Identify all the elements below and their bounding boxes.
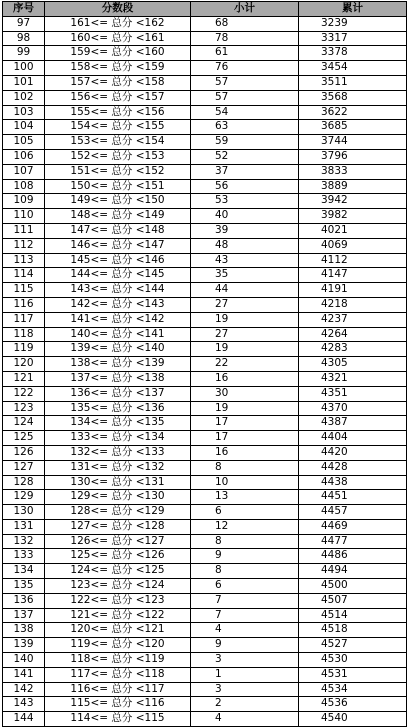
cell-seq: 102 <box>3 90 45 105</box>
cell-score-range: 146<= 总分 <147 <box>45 238 191 253</box>
cell-subtotal: 7 <box>191 593 299 608</box>
cell-subtotal: 53 <box>191 194 299 209</box>
cell-score-range: 134<= 总分 <135 <box>45 416 191 431</box>
cell-score-range: 157<= 总分 <158 <box>45 75 191 90</box>
cell-cumulative: 4531 <box>299 667 407 682</box>
table-row <box>3 194 407 209</box>
cell-score-range: 115<= 总分 <116 <box>45 697 191 712</box>
cell-seq: 124 <box>3 416 45 431</box>
cell-seq: 135 <box>3 579 45 594</box>
cell-subtotal: 52 <box>191 149 299 164</box>
cell-score-range: 128<= 总分 <129 <box>45 505 191 520</box>
cell-score-range: 118<= 总分 <119 <box>45 653 191 668</box>
cell-seq: 109 <box>3 194 45 209</box>
cell-seq: 113 <box>3 253 45 268</box>
cell-cumulative: 4069 <box>299 238 407 253</box>
cell-seq: 119 <box>3 342 45 357</box>
table-row <box>3 61 407 76</box>
cell-seq: 122 <box>3 386 45 401</box>
cell-score-range: 156<= 总分 <157 <box>45 90 191 105</box>
cell-cumulative: 4305 <box>299 357 407 372</box>
cell-subtotal: 8 <box>191 460 299 475</box>
cell-subtotal: 37 <box>191 164 299 179</box>
cell-subtotal: 54 <box>191 105 299 120</box>
cell-cumulative: 4021 <box>299 223 407 238</box>
header-score-range: 分数段 <box>45 2 191 17</box>
cell-score-range: 132<= 总分 <133 <box>45 445 191 460</box>
cell-seq: 120 <box>3 357 45 372</box>
cell-subtotal: 4 <box>191 623 299 638</box>
cell-subtotal: 56 <box>191 179 299 194</box>
cell-score-range: 160<= 总分 <161 <box>45 31 191 46</box>
cell-cumulative: 4351 <box>299 386 407 401</box>
cell-score-range: 131<= 总分 <132 <box>45 460 191 475</box>
cell-subtotal: 6 <box>191 579 299 594</box>
table-row <box>3 623 407 638</box>
cell-subtotal: 8 <box>191 534 299 549</box>
cell-cumulative: 4218 <box>299 297 407 312</box>
table-row <box>3 505 407 520</box>
table-row <box>3 179 407 194</box>
cell-cumulative: 4540 <box>299 712 407 727</box>
cell-subtotal: 57 <box>191 90 299 105</box>
cell-cumulative: 4530 <box>299 653 407 668</box>
cell-subtotal: 27 <box>191 297 299 312</box>
cell-cumulative: 4518 <box>299 623 407 638</box>
table-row <box>3 371 407 386</box>
cell-subtotal: 12 <box>191 519 299 534</box>
cell-subtotal: 17 <box>191 416 299 431</box>
table-row <box>3 46 407 61</box>
cell-subtotal: 63 <box>191 120 299 135</box>
table-row <box>3 667 407 682</box>
cell-cumulative: 4191 <box>299 283 407 298</box>
cell-seq: 130 <box>3 505 45 520</box>
table-row <box>3 608 407 623</box>
table-row <box>3 312 407 327</box>
cell-score-range: 126<= 总分 <127 <box>45 534 191 549</box>
cell-subtotal: 35 <box>191 268 299 283</box>
cell-subtotal: 27 <box>191 327 299 342</box>
cell-seq: 139 <box>3 638 45 653</box>
cell-score-range: 155<= 总分 <156 <box>45 105 191 120</box>
table-row <box>3 16 407 31</box>
cell-score-range: 153<= 总分 <154 <box>45 135 191 150</box>
cell-score-range: 140<= 总分 <141 <box>45 327 191 342</box>
cell-seq: 110 <box>3 209 45 224</box>
table-row <box>3 342 407 357</box>
cell-score-range: 152<= 总分 <153 <box>45 149 191 164</box>
table-row <box>3 475 407 490</box>
table-row <box>3 357 407 372</box>
cell-seq: 98 <box>3 31 45 46</box>
cell-cumulative: 3317 <box>299 31 407 46</box>
cell-seq: 105 <box>3 135 45 150</box>
table-row <box>3 209 407 224</box>
cell-score-range: 144<= 总分 <145 <box>45 268 191 283</box>
cell-cumulative: 3511 <box>299 75 407 90</box>
cell-subtotal: 39 <box>191 223 299 238</box>
table-row <box>3 653 407 668</box>
cell-score-range: 130<= 总分 <131 <box>45 475 191 490</box>
table-row <box>3 297 407 312</box>
table-row <box>3 697 407 712</box>
cell-cumulative: 3454 <box>299 61 407 76</box>
cell-subtotal: 19 <box>191 342 299 357</box>
cell-cumulative: 4534 <box>299 682 407 697</box>
cell-cumulative: 4451 <box>299 490 407 505</box>
cell-cumulative: 4264 <box>299 327 407 342</box>
table-row <box>3 712 407 727</box>
cell-subtotal: 48 <box>191 238 299 253</box>
table-row <box>3 75 407 90</box>
cell-subtotal: 3 <box>191 653 299 668</box>
table-row <box>3 223 407 238</box>
cell-seq: 115 <box>3 283 45 298</box>
cell-cumulative: 3239 <box>299 16 407 31</box>
cell-score-range: 117<= 总分 <118 <box>45 667 191 682</box>
table-row <box>3 593 407 608</box>
cell-score-range: 143<= 总分 <144 <box>45 283 191 298</box>
cell-seq: 108 <box>3 179 45 194</box>
cell-score-range: 147<= 总分 <148 <box>45 223 191 238</box>
cell-subtotal: 78 <box>191 31 299 46</box>
table-row <box>3 416 407 431</box>
cell-score-range: 159<= 总分 <160 <box>45 46 191 61</box>
cell-score-range: 119<= 总分 <120 <box>45 638 191 653</box>
cell-seq: 121 <box>3 371 45 386</box>
table-header-row <box>3 2 407 17</box>
cell-score-range: 133<= 总分 <134 <box>45 431 191 446</box>
cell-seq: 100 <box>3 61 45 76</box>
cell-seq: 133 <box>3 549 45 564</box>
cell-cumulative: 4486 <box>299 549 407 564</box>
cell-cumulative: 3378 <box>299 46 407 61</box>
cell-cumulative: 4147 <box>299 268 407 283</box>
cell-score-range: 136<= 总分 <137 <box>45 386 191 401</box>
table-row <box>3 31 407 46</box>
cell-seq: 97 <box>3 16 45 31</box>
table-row <box>3 682 407 697</box>
table-row <box>3 90 407 105</box>
cell-subtotal: 57 <box>191 75 299 90</box>
cell-subtotal: 76 <box>191 61 299 76</box>
cell-subtotal: 43 <box>191 253 299 268</box>
cell-seq: 103 <box>3 105 45 120</box>
cell-score-range: 149<= 总分 <150 <box>45 194 191 209</box>
cell-cumulative: 4494 <box>299 564 407 579</box>
cell-subtotal: 61 <box>191 46 299 61</box>
cell-seq: 141 <box>3 667 45 682</box>
cell-seq: 99 <box>3 46 45 61</box>
cell-score-range: 158<= 总分 <159 <box>45 61 191 76</box>
cell-cumulative: 4500 <box>299 579 407 594</box>
table-row <box>3 638 407 653</box>
cell-subtotal: 9 <box>191 638 299 653</box>
cell-seq: 107 <box>3 164 45 179</box>
cell-seq: 118 <box>3 327 45 342</box>
cell-score-range: 127<= 总分 <128 <box>45 519 191 534</box>
cell-subtotal: 19 <box>191 401 299 416</box>
cell-cumulative: 4457 <box>299 505 407 520</box>
cell-seq: 123 <box>3 401 45 416</box>
cell-seq: 117 <box>3 312 45 327</box>
table-row <box>3 164 407 179</box>
cell-score-range: 161<= 总分 <162 <box>45 16 191 31</box>
table-row <box>3 549 407 564</box>
cell-cumulative: 4469 <box>299 519 407 534</box>
table-row <box>3 431 407 446</box>
cell-score-range: 124<= 总分 <125 <box>45 564 191 579</box>
header-subtotal: 小计 <box>191 2 299 17</box>
table-row <box>3 386 407 401</box>
cell-seq: 127 <box>3 460 45 475</box>
cell-score-range: 129<= 总分 <130 <box>45 490 191 505</box>
cell-subtotal: 1 <box>191 667 299 682</box>
cell-seq: 131 <box>3 519 45 534</box>
cell-cumulative: 4507 <box>299 593 407 608</box>
cell-subtotal: 16 <box>191 371 299 386</box>
table-row <box>3 490 407 505</box>
table-row <box>3 283 407 298</box>
cell-seq: 140 <box>3 653 45 668</box>
cell-score-range: 137<= 总分 <138 <box>45 371 191 386</box>
cell-seq: 126 <box>3 445 45 460</box>
cell-score-range: 151<= 总分 <152 <box>45 164 191 179</box>
cell-score-range: 145<= 总分 <146 <box>45 253 191 268</box>
cell-seq: 128 <box>3 475 45 490</box>
header-seq: 序号 <box>3 2 45 17</box>
cell-cumulative: 4438 <box>299 475 407 490</box>
cell-seq: 136 <box>3 593 45 608</box>
table-row <box>3 120 407 135</box>
cell-seq: 106 <box>3 149 45 164</box>
table-row <box>3 238 407 253</box>
cell-subtotal: 4 <box>191 712 299 727</box>
cell-subtotal: 9 <box>191 549 299 564</box>
table-row <box>3 445 407 460</box>
cell-seq: 132 <box>3 534 45 549</box>
cell-cumulative: 4370 <box>299 401 407 416</box>
cell-score-range: 123<= 总分 <124 <box>45 579 191 594</box>
table-row <box>3 579 407 594</box>
cell-seq: 134 <box>3 564 45 579</box>
cell-score-range: 139<= 总分 <140 <box>45 342 191 357</box>
cell-cumulative: 3622 <box>299 105 407 120</box>
cell-score-range: 148<= 总分 <149 <box>45 209 191 224</box>
cell-cumulative: 4404 <box>299 431 407 446</box>
cell-subtotal: 44 <box>191 283 299 298</box>
cell-cumulative: 4428 <box>299 460 407 475</box>
table-row <box>3 149 407 164</box>
cell-seq: 116 <box>3 297 45 312</box>
cell-subtotal: 19 <box>191 312 299 327</box>
cell-score-range: 116<= 总分 <117 <box>45 682 191 697</box>
table-row <box>3 460 407 475</box>
cell-score-range: 142<= 总分 <143 <box>45 297 191 312</box>
table-row <box>3 534 407 549</box>
cell-cumulative: 3796 <box>299 149 407 164</box>
cell-seq: 101 <box>3 75 45 90</box>
cell-seq: 142 <box>3 682 45 697</box>
cell-cumulative: 3833 <box>299 164 407 179</box>
cell-score-range: 122<= 总分 <123 <box>45 593 191 608</box>
cell-cumulative: 3568 <box>299 90 407 105</box>
cell-score-range: 121<= 总分 <122 <box>45 608 191 623</box>
cell-score-range: 150<= 总分 <151 <box>45 179 191 194</box>
cell-subtotal: 16 <box>191 445 299 460</box>
cell-subtotal: 6 <box>191 505 299 520</box>
cell-seq: 114 <box>3 268 45 283</box>
cell-subtotal: 2 <box>191 697 299 712</box>
cell-subtotal: 30 <box>191 386 299 401</box>
cell-score-range: 125<= 总分 <126 <box>45 549 191 564</box>
table-row <box>3 327 407 342</box>
cell-seq: 129 <box>3 490 45 505</box>
cell-seq: 104 <box>3 120 45 135</box>
cell-subtotal: 59 <box>191 135 299 150</box>
cell-cumulative: 4477 <box>299 534 407 549</box>
cell-seq: 125 <box>3 431 45 446</box>
cell-cumulative: 4514 <box>299 608 407 623</box>
table-row <box>3 135 407 150</box>
table-row <box>3 401 407 416</box>
table-row <box>3 564 407 579</box>
cell-score-range: 135<= 总分 <136 <box>45 401 191 416</box>
cell-cumulative: 4237 <box>299 312 407 327</box>
table-body <box>3 16 407 726</box>
cell-seq: 138 <box>3 623 45 638</box>
cell-cumulative: 4527 <box>299 638 407 653</box>
cell-cumulative: 3744 <box>299 135 407 150</box>
cell-seq: 137 <box>3 608 45 623</box>
cell-seq: 111 <box>3 223 45 238</box>
table-row <box>3 253 407 268</box>
header-cumulative: 累计 <box>299 2 407 17</box>
cell-score-range: 114<= 总分 <115 <box>45 712 191 727</box>
cell-seq: 144 <box>3 712 45 727</box>
cell-score-range: 120<= 总分 <121 <box>45 623 191 638</box>
cell-cumulative: 4321 <box>299 371 407 386</box>
table-row <box>3 519 407 534</box>
cell-cumulative: 3942 <box>299 194 407 209</box>
cell-score-range: 154<= 总分 <155 <box>45 120 191 135</box>
cell-cumulative: 4283 <box>299 342 407 357</box>
cell-seq: 143 <box>3 697 45 712</box>
cell-seq: 112 <box>3 238 45 253</box>
cell-subtotal: 7 <box>191 608 299 623</box>
table-row <box>3 268 407 283</box>
cell-cumulative: 4420 <box>299 445 407 460</box>
cell-cumulative: 4536 <box>299 697 407 712</box>
cell-subtotal: 8 <box>191 564 299 579</box>
cell-subtotal: 22 <box>191 357 299 372</box>
cell-cumulative: 3982 <box>299 209 407 224</box>
score-distribution-table <box>2 1 407 727</box>
cell-subtotal: 3 <box>191 682 299 697</box>
cell-cumulative: 4112 <box>299 253 407 268</box>
cell-score-range: 141<= 总分 <142 <box>45 312 191 327</box>
cell-cumulative: 4387 <box>299 416 407 431</box>
cell-subtotal: 68 <box>191 16 299 31</box>
cell-subtotal: 17 <box>191 431 299 446</box>
cell-score-range: 138<= 总分 <139 <box>45 357 191 372</box>
cell-subtotal: 10 <box>191 475 299 490</box>
cell-cumulative: 3889 <box>299 179 407 194</box>
table-row <box>3 105 407 120</box>
cell-cumulative: 3685 <box>299 120 407 135</box>
cell-subtotal: 40 <box>191 209 299 224</box>
cell-subtotal: 13 <box>191 490 299 505</box>
